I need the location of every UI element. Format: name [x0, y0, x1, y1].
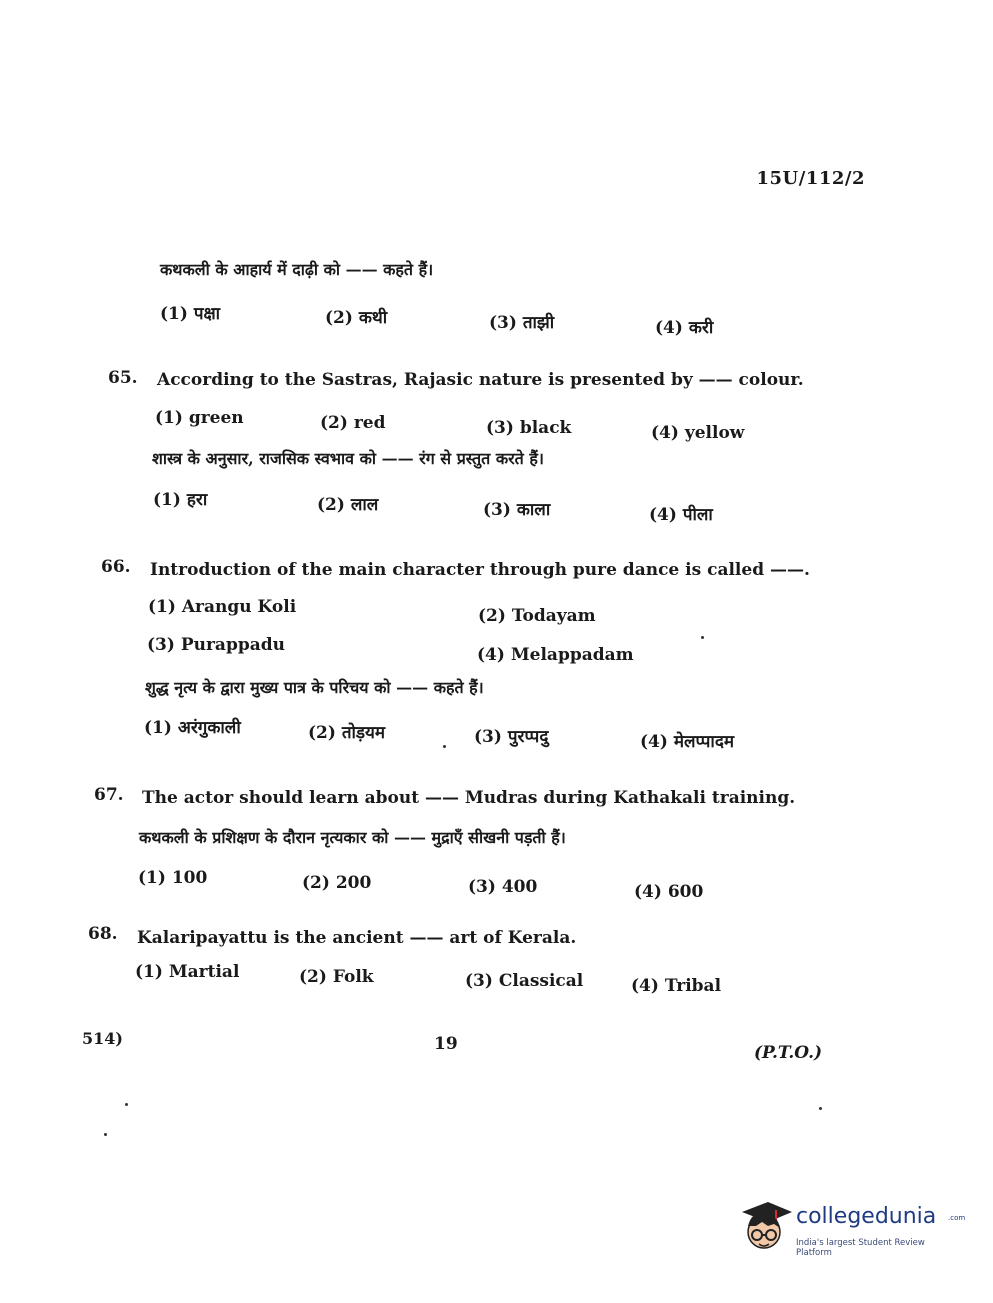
q66-hindi: शुद्ध नृत्य के द्वारा मुख्य पात्र के परिचय को —— कहते हैं।	[145, 678, 484, 697]
q64-option-1: (1) पक्षा	[160, 304, 221, 324]
q68-option-1: (1) Martial	[135, 962, 240, 982]
footer-left-code: 514)	[82, 1029, 123, 1048]
scan-speck	[104, 1133, 107, 1136]
q65-option-hi-1: (1) हरा	[153, 490, 208, 510]
q65-option-hi-3: (3) काला	[483, 500, 551, 520]
q65-number: 65.	[108, 368, 138, 388]
scan-speck	[125, 1103, 128, 1106]
collegedunia-logo	[738, 1196, 966, 1266]
student-mascot-icon	[738, 1196, 792, 1258]
q67-option-1: (1) 100	[138, 868, 208, 888]
q65-option-en-1: (1) green	[155, 408, 244, 428]
scan-speck	[701, 636, 704, 639]
q66-option-hi-1: (1) अरंगुकाली	[144, 718, 241, 738]
q65-hindi: शास्त्र के अनुसार, राजसिक स्वभाव को —— रंग से प्रस्तुत करते हैं।	[152, 449, 544, 468]
scan-speck	[443, 745, 446, 748]
q65-english: According to the Sastras, Rajasic nature is presented by —— colour.	[157, 370, 804, 390]
q65-option-en-4: (4) yellow	[651, 423, 745, 443]
scan-speck	[819, 1107, 822, 1110]
q66-english: Introduction of the main character through pure dance is called ——.	[150, 560, 810, 580]
q67-english: The actor should learn about —— Mudras during Kathakali training.	[142, 788, 796, 808]
q67-option-4: (4) 600	[634, 882, 704, 902]
q66-option-hi-3: (3) पुरप्पदु	[474, 727, 549, 747]
pto-label: (P.T.O.)	[754, 1043, 823, 1063]
q67-option-3: (3) 400	[468, 877, 538, 897]
q64-option-2: (2) कथी	[325, 308, 388, 328]
q66-option-en-4: (4) Melappadam	[477, 645, 634, 665]
logo-suffix: .com	[948, 1214, 966, 1222]
paper-code: 15U/112/2	[756, 168, 865, 189]
logo-wordmark: collegedunia	[796, 1204, 937, 1229]
q67-option-2: (2) 200	[302, 873, 372, 893]
q64-option-4: (4) करी	[655, 318, 714, 338]
q67-hindi: कथकली के प्रशिक्षण के दौरान नृत्यकार को —— मुद्राएँ सीखनी पड़ती हैं।	[139, 828, 566, 847]
logo-tagline: India's largest Student Review Platform	[796, 1238, 925, 1258]
q65-option-en-2: (2) red	[320, 413, 386, 433]
q64-hindi: कथकली के आहार्य में दाढ़ी को —— कहते हैं।	[160, 260, 434, 279]
q68-option-3: (3) Classical	[465, 971, 584, 991]
q66-option-hi-2: (2) तोड़यम	[308, 723, 386, 743]
q66-option-en-1: (1) Arangu Koli	[148, 597, 297, 617]
q66-option-en-2: (2) Todayam	[478, 606, 596, 626]
q66-number: 66.	[101, 557, 131, 577]
q65-option-hi-4: (4) पीला	[649, 505, 713, 525]
q66-option-hi-4: (4) मेलप्पादम	[640, 732, 735, 752]
q68-english: Kalaripayattu is the ancient —— art of Kerala.	[137, 928, 577, 948]
q65-option-hi-2: (2) लाल	[317, 495, 379, 515]
page-number: 19	[434, 1034, 458, 1054]
q68-option-2: (2) Folk	[299, 967, 374, 987]
q67-number: 67.	[94, 785, 124, 805]
q66-option-en-3: (3) Purappadu	[147, 635, 285, 655]
q65-option-en-3: (3) black	[486, 418, 572, 438]
q68-number: 68.	[88, 924, 118, 944]
q64-option-3: (3) ताझी	[489, 313, 555, 333]
q68-option-4: (4) Tribal	[631, 976, 722, 996]
